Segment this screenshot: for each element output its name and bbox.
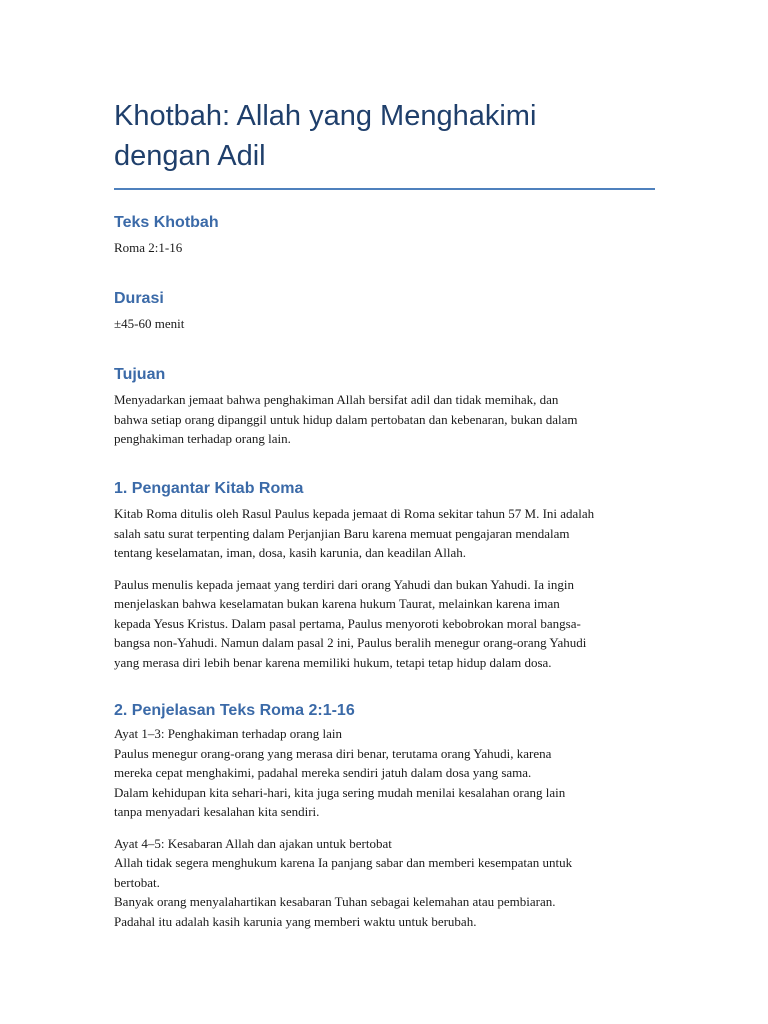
- title-divider: [114, 188, 655, 190]
- section-paragraph: [114, 504, 659, 563]
- text-line: bertobat.: [114, 874, 160, 890]
- text-line: Allah tidak segera menghukum karena Ia panjang sabar dan memberi kesempatan untuk: [114, 855, 573, 870]
- section-penjelasan: [114, 700, 659, 931]
- section-tujuan: [114, 364, 659, 449]
- section-heading: Durasi: [114, 290, 164, 307]
- text-line: penghakiman terhadap orang lain.: [114, 431, 291, 446]
- text-line: tentang keselamatan, iman, dosa, kasih karunia, dan keadilan Allah.: [114, 545, 466, 560]
- text-line: Paulus menulis kepada jemaat yang terdiri dari orang Yahudi dan bukan Yahudi. Ia ingin: [114, 576, 574, 592]
- section-body: ±45-60 menit: [114, 316, 185, 331]
- section-heading: 2. Penjelasan Teks Roma 2:1-16: [114, 702, 355, 719]
- text-line: Kitab Roma ditulis oleh Rasul Paulus kepada jemaat di Roma sekitar tahun 57 M. Ini adalah: [114, 506, 595, 521]
- text-line: Ayat 4–5: Kesabaran Allah dan ajakan untuk bertobat: [114, 835, 392, 851]
- text-line: tanpa menyadari kesalahan kita sendiri.: [114, 804, 320, 819]
- text-line: Banyak orang menyalahartikan kesabaran Tuhan sebagai kelemahan atau pembiaran.: [114, 894, 556, 909]
- document-title: [114, 0, 654, 176]
- section-heading: 1. Pengantar Kitab Roma: [114, 480, 304, 497]
- text-line: Paulus menegur orang-orang yang merasa diri benar, terutama orang Yahudi, karena: [114, 745, 552, 761]
- text-line: kepada Yesus Kristus. Dalam pasal pertama, Paulus menyoroti kebobrokan moral bangsa-: [114, 615, 581, 631]
- text-line: bahwa setiap orang dipanggil untuk hidup dalam pertobatan dan kebenaran, bukan dalam: [114, 411, 578, 427]
- section-heading: Tujuan: [114, 366, 166, 383]
- text-line: yang merasa diri lebih benar karena memiliki hukum, tetapi tetap hidup dalam dosa.: [114, 654, 552, 670]
- section-paragraph: [114, 834, 659, 932]
- text-line: mereka cepat menghakimi, padahal mereka sendiri jatuh dalam dosa yang sama.: [114, 765, 532, 780]
- section-paragraph: [114, 390, 659, 449]
- text-line: Menyadarkan jemaat bahwa penghakiman Allah bersifat adil dan tidak memihak, dan: [114, 392, 559, 407]
- document-title-line: Khotbah: Allah yang Menghakimi: [114, 100, 537, 132]
- section-heading: Teks Khotbah: [114, 214, 219, 231]
- section-paragraph: [114, 724, 659, 822]
- text-line: Padahal itu adalah kasih karunia yang memberi waktu untuk berubah.: [114, 913, 477, 929]
- text-line: salah satu surat terpenting dalam Perjanjian Baru karena memuat pengajaran mendalam: [114, 525, 570, 541]
- section-pengantar: [114, 478, 659, 672]
- section-body: Roma 2:1-16: [114, 240, 183, 255]
- text-line: menjelaskan bahwa keselamatan bukan karena hukum Taurat, melainkan karena iman: [114, 596, 560, 611]
- document-title-line: dengan Adil: [114, 140, 266, 172]
- section-durasi: [114, 288, 659, 334]
- text-line: Ayat 1–3: Penghakiman terhadap orang lain: [114, 726, 343, 741]
- section-teks-khotbah: [114, 212, 659, 258]
- section-paragraph: [114, 575, 659, 673]
- text-line: bangsa non-Yahudi. Namun dalam pasal 2 ini, Paulus beralih menegur orang-orang Yahudi: [114, 635, 587, 650]
- text-line: Dalam kehidupan kita sehari-hari, kita juga sering mudah menilai kesalahan orang lain: [114, 784, 566, 800]
